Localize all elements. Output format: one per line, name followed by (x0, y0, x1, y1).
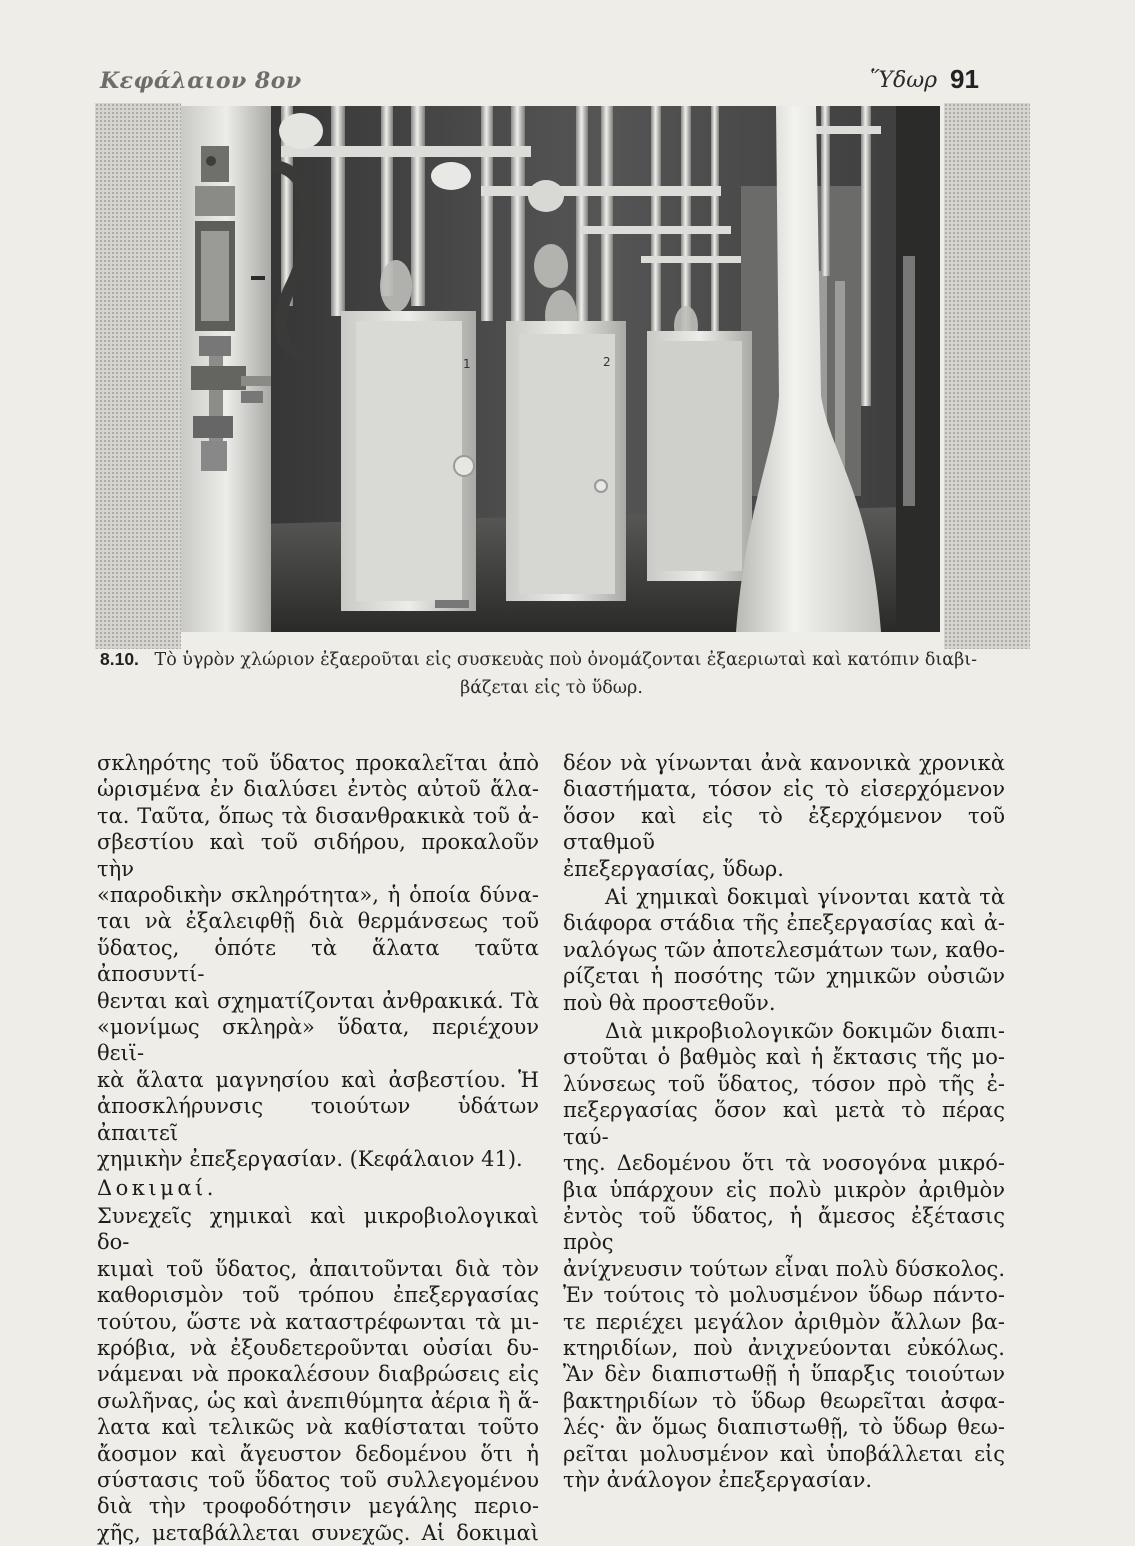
paragraph-line: ναλόγως τῶν ἀποτελεσμάτων των, καθο- (563, 937, 1005, 962)
paragraph-line: «παροδικὴν σκληρότητα», ἡ ὁποία δύνα- (97, 883, 539, 908)
paragraph-line: βια ὑπάρχουν εἰς πολὺ μικρὸν ἀριθμὸν (563, 1177, 1005, 1202)
text-column-left (97, 750, 539, 1546)
paragraph-line: Ἐν τούτοις τὸ μολυσμένον ὕδωρ πάντο- (563, 1283, 1005, 1308)
paragraph-line: Διὰ μικροβιολογικῶν δοκιμῶν διαπι- (605, 1019, 1005, 1044)
paragraph-line: δέον νὰ γίνωνται ἀνὰ κανονικὰ χρονικὰ (563, 751, 1005, 775)
paragraph-line: ποὺ θὰ προστεθοῦν. (563, 990, 776, 1015)
paragraph-line: κὰ ἅλατα μαγνησίου καὶ ἀσβεστίου. Ἡ (97, 1067, 539, 1092)
paragraph-line: σβεστίου καὶ τοῦ σιδήρου, προκαλοῦν τὴν (97, 830, 539, 881)
paragraph-line: στοῦται ὁ βαθμὸς καὶ ἡ ἔκτασις τῆς μο- (563, 1045, 1005, 1070)
paragraph-line: ἄοσμον καὶ ἄγευστον δεδομένου ὅτι ἡ (97, 1441, 539, 1466)
paragraph-line: σωλῆνας, ὡς καὶ ἀνεπιθύμητα ἀέρια ἢ ἅ- (97, 1388, 539, 1413)
paragraph-line: ὕδατος, ὁπότε τὰ ἅλατα ταῦτα ἀποσυντί- (97, 935, 539, 987)
paragraph-line: τὴν ἀνάλογον ἐπεξεργασίαν. (563, 1467, 873, 1492)
paragraph-line: ὅσον καὶ εἰς τὸ ἐξερχόμενον τοῦ σταθμοῦ (563, 803, 1005, 855)
figure-caption (100, 645, 1003, 702)
paragraph-line: κτηριδίων, ποὺ ἀνιχνεύονται εὐκόλως. (563, 1335, 1005, 1360)
paragraph-line: Συνεχεῖς χημικαὶ καὶ μικροβιολογικαὶ δο- (97, 1203, 539, 1255)
paragraph-line: πεξεργασίας ὅσον καὶ μετὰ τὸ πέρας ταύ- (563, 1098, 1005, 1149)
paragraph-line: νάμεναι νὰ προκαλέσουν διαβρώσεις εἰς (97, 1362, 539, 1387)
paragraph-line: ρεῖται μολυσμένον καὶ ὑποβάλλεται εἰς (563, 1441, 1005, 1466)
page-number: 91 (950, 64, 979, 94)
halftone-margin-left (95, 103, 181, 649)
section-title: Ὕδωρ (870, 68, 938, 93)
paragraph-line: τα. Ταῦτα, ὅπως τὰ δισανθρακικὰ τοῦ ἀ- (97, 803, 539, 828)
figure-photo-chlorinators (181, 106, 940, 632)
paragraph-line: θενται καὶ σχηματίζονται ἀνθρακικά. Τὰ (97, 988, 539, 1013)
figure-caption-line-1: Τὸ ὑγρὸν χλώριον ἐξαεροῦται εἰς συσκευὰς ποὺ ὀνομάζονται ἐξαεριωταὶ καὶ κατόπιν διαβι- (154, 650, 978, 670)
paragraph-line: διὰ τὴν τροφοδότησιν μεγάλης περιο- (97, 1494, 539, 1519)
paragraph-line: λύνσεως τοῦ ὕδατος, τόσον πρὸ τῆς ἐ- (563, 1071, 1005, 1096)
paragraph-line: λές· ἂν ὅμως διαπιστωθῇ, τὸ ὕδωρ θεω- (563, 1415, 1005, 1440)
paragraph-line: τούτου, ὥστε νὰ καταστρέφωνται τὰ μι- (97, 1309, 539, 1334)
paragraph-line: λατα καὶ τελικῶς νὰ καθίσταται τοῦτο (97, 1415, 539, 1440)
paragraph-line: ὡρισμένα ἐν διαλύσει ἐντὸς αὐτοῦ ἅλα- (97, 777, 539, 802)
paragraph-line: κιμαὶ τοῦ ὕδατος, ἀπαιτοῦνται διὰ τὸν (97, 1256, 539, 1281)
paragraph-line: σύστασις τοῦ ὕδατος τοῦ συλλεγομένου (97, 1467, 539, 1492)
chapter-heading: Κεφάλαιον 8ον (100, 68, 302, 94)
paragraph-line: διάφορα στάδια τῆς ἐπεξεργασίας καὶ ἀ- (563, 911, 1005, 936)
figure-caption-line-2: βάζεται εἰς τὸ ὕδωρ. (460, 678, 643, 698)
paragraph-line: ται νὰ ἐξαλειφθῇ διὰ θερμάνσεως τοῦ (97, 909, 539, 934)
paragraph-line: Αἱ χημικαὶ δοκιμαὶ γίνονται κατὰ τὰ (605, 885, 1005, 910)
subsection-heading-tests: Δοκιμαί. (97, 1175, 217, 1200)
paragraph-line: ἀνίχνευσιν τούτων εἶναι πολὺ δύσκολος. (563, 1256, 1005, 1281)
paragraph-line: βακτηριδίων τὸ ὕδωρ θεωρεῖται ἀσφα- (563, 1388, 1005, 1413)
svg-text:2: 2 (603, 355, 611, 369)
paragraph-line: διαστήματα, τόσον εἰς τὸ εἰσερχόμενον (563, 777, 1005, 802)
paragraph-line: ἐπεξεργασίας, ὕδωρ. (563, 856, 784, 881)
text-column-right (563, 750, 1005, 1493)
paragraph-line: ἀποσκλήρυνσις τοιούτων ὑδάτων ἀπαιτεῖ (97, 1094, 539, 1145)
paragraph-line: χημικὴν ἐπεξεργασίαν. (Κεφάλαιον 41). (97, 1147, 523, 1172)
paragraph-line: της. Δεδομένου ὅτι τὰ νοσογόνα μικρό- (563, 1151, 1005, 1176)
paragraph-line: τε περιέχει μεγάλον ἀριθμὸν ἄλλων βα- (563, 1309, 1005, 1334)
paragraph-line: καθορισμὸν τοῦ τρόπου ἐπεξεργασίας (97, 1283, 539, 1308)
paragraph-line: ρίζεται ἡ ποσότης τῶν χημικῶν οὐσιῶν (563, 964, 1005, 989)
paragraph-line: χῆς, μεταβάλλεται συνεχῶς. Αἱ δοκιμαὶ (97, 1520, 539, 1545)
paragraph-line: ἐντὸς τοῦ ὕδατος, ἡ ἄμεσος ἐξέτασις πρὸς (563, 1203, 1005, 1255)
svg-text:1: 1 (463, 357, 471, 371)
figure-number: 8.10. (100, 649, 139, 669)
paragraph-line: σκληρότης τοῦ ὕδατος προκαλεῖται ἀπὸ (97, 751, 539, 775)
paragraph-line: κρόβια, νὰ ἐξουδετεροῦνται οὐσίαι δυ- (97, 1335, 539, 1360)
paragraph-line: Ἂν δὲν διαπιστωθῇ ἡ ὕπαρξις τοιούτων (563, 1362, 1005, 1387)
paragraph-line: «μονίμως σκληρὰ» ὕδατα, περιέχουν θειϊ- (97, 1015, 539, 1066)
halftone-margin-right (944, 103, 1030, 649)
